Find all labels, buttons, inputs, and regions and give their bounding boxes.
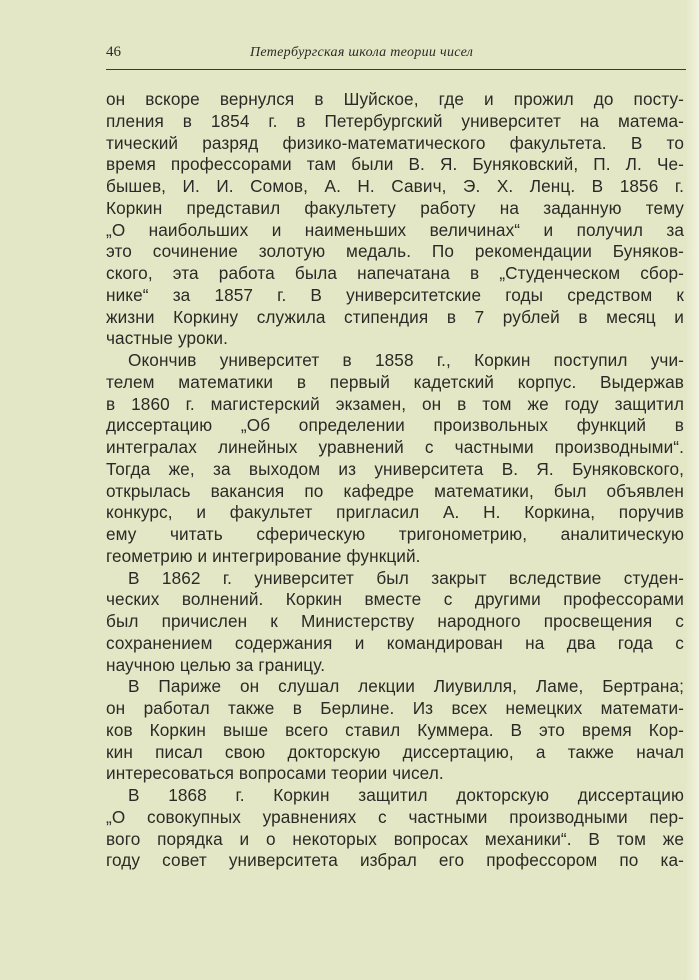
text-line: тический разряд физико-математического факультета. В то xyxy=(106,132,684,153)
text-line: ков Коркин выше всего ставил Куммера. В это время Кор- xyxy=(106,719,684,740)
text-line: он вскоре вернулся в Шуйское, где и прожил до посту- xyxy=(106,89,684,109)
text-line: году совет университета избрал его профессором по ка- xyxy=(106,850,684,871)
text-line: был причислен к Министерству народного просвещения с xyxy=(106,611,684,631)
text-line: в 1860 г. магистерский экзамен, он в том же году защитил xyxy=(106,393,684,414)
text-line: В Париже он слушал лекции Лиувилля, Ламе, Бертрана; xyxy=(128,676,684,697)
body-text xyxy=(106,89,684,872)
running-title: Петербургская школа теории чисел xyxy=(250,45,474,60)
text-line: В 1868 г. Коркин защитил докторскую диссертацию xyxy=(128,785,684,805)
page-number: 46 xyxy=(106,44,121,60)
text-line: интересоваться вопросами теории чисел. xyxy=(106,763,444,784)
text-line: пления в 1854 г. в Петербургский университет на матема- xyxy=(106,110,684,131)
text-line: ского, эта работа была напечатана в „Студенческом сбор- xyxy=(106,263,684,283)
text-line: открылась вакансия по кафедре математики, был объявлен xyxy=(106,480,684,501)
text-line: это сочинение золотую медаль. По рекомендации Буняков- xyxy=(106,241,684,262)
text-line: частные уроки. xyxy=(106,328,228,349)
text-line: конкурс, и факультет пригласил А. Н. Коркина, поручив xyxy=(106,502,684,523)
page-edge xyxy=(685,0,699,980)
text-line: диссертацию „Об определении произвольных функций в xyxy=(106,415,684,436)
text-line: интегралах линейных уравнений с частными производными“. xyxy=(106,437,684,457)
text-line: Коркин представил факультету работу на заданную тему xyxy=(106,197,684,218)
text-line: научною целью за границу. xyxy=(106,654,326,675)
text-line: вого порядка и о некоторых вопросах механики“. В том же xyxy=(106,828,684,849)
text-line: он работал также в Берлине. Из всех немецких математи- xyxy=(106,698,684,718)
text-line: „О наибольших и наименьших величинах“ и получил за xyxy=(106,219,684,240)
text-line: геометрию и интегрирование функций. xyxy=(106,545,421,566)
text-line: сохранением содержания и командирован на два года с xyxy=(106,632,684,653)
text-line: бышев, И. И. Сомов, А. Н. Савич, Э. Х. Ленц. В 1856 г. xyxy=(106,176,684,196)
text-line: телем математики в первый кадетский корпус. Выдержав xyxy=(106,371,684,392)
header-rule xyxy=(106,69,686,70)
text-line: кин писал свою докторскую диссертацию, а также начал xyxy=(106,741,684,762)
text-line: „О совокупных уравнениях с частными производными пер- xyxy=(106,806,684,827)
text-line: жизни Коркину служила стипендия в 7 рублей в месяц и xyxy=(106,306,684,327)
text-line: ему читать сферическую тригонометрию, аналитическую xyxy=(106,524,684,544)
text-line: ческих волнений. Коркин вместе с другими профессорами xyxy=(106,589,684,610)
text-line: время профессорами там были В. Я. Буняковский, П. Л. Че- xyxy=(106,154,684,175)
text-line: Тогда же, за выходом из университета В. Я. Буняковского, xyxy=(106,458,684,479)
text-line: В 1862 г. университет был закрыт вследствие студен- xyxy=(128,567,684,588)
text-line: нике“ за 1857 г. В университетские годы средством к xyxy=(106,284,684,305)
text-line: Окончив университет в 1858 г., Коркин поступил учи- xyxy=(128,350,684,370)
